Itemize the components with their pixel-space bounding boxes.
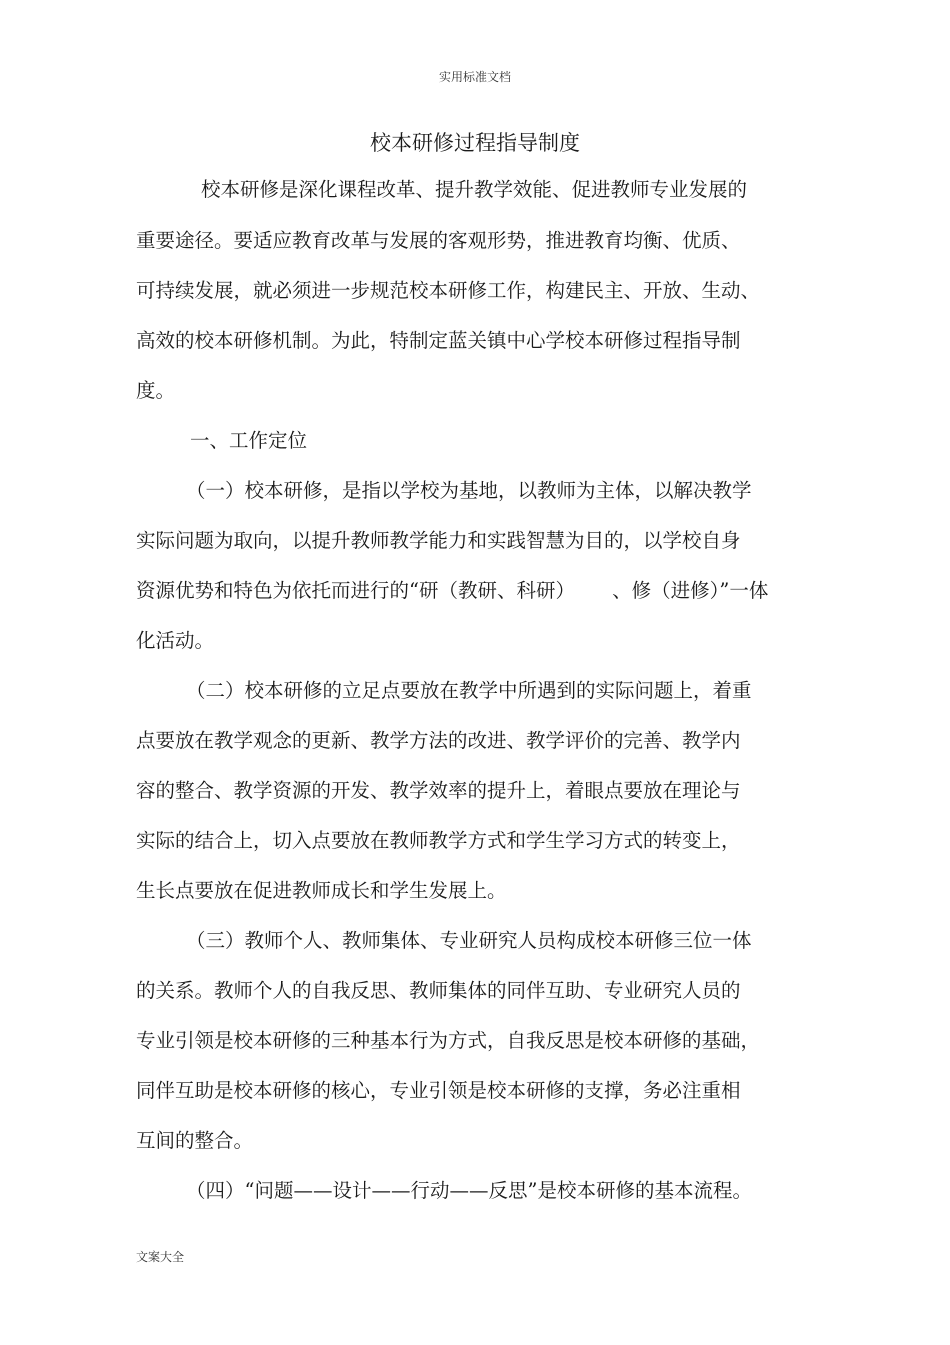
body-line-4: 高效的校本研修机制。为此，特制定蓝关镇中心学校本研修过程指导制 (136, 329, 741, 352)
body-line-11: （二）校本研修的立足点要放在教学中所遇到的实际问题上，着重 (186, 679, 752, 702)
body-line-5: 度。 (136, 379, 176, 402)
body-line-18: 专业引领是校本研修的三种基本行为方式，自我反思是校本研修的基础， (136, 1029, 761, 1052)
page-header: 实用标准文档 (438, 70, 511, 84)
body-line-13: 容的整合、教学资源的开发、教学效率的提升上，着眼点要放在理论与 (136, 779, 741, 802)
body-line-3: 可持续发展，就必须进一步规范校本研修工作，构建民主、开放、生动、 (136, 279, 761, 302)
body-line-8: 实际问题为取向，以提升教师教学能力和实践智慧为目的，以学校自身 (136, 529, 741, 552)
body-line-16: （三）教师个人、教师集体、专业研究人员构成校本研修三位一体 (186, 929, 752, 952)
section-heading-1: 一、工作定位 (190, 429, 308, 452)
body-line-1: 校本研修是深化课程改革、提升教学效能、促进教师专业发展的 (201, 178, 748, 201)
body-line-15: 生长点要放在促进教师成长和学生发展上。 (136, 879, 507, 902)
body-line-19: 同伴互助是校本研修的核心，专业引领是校本研修的支撑，务必注重相 (136, 1079, 741, 1102)
body-line-9: 资源优势和特色为依托而进行的“研（教研、科研） 、修（进修）”一体 (136, 579, 769, 602)
page-footer: 文案大全 (136, 1250, 185, 1264)
body-line-14: 实际的结合上，切入点要放在教师教学方式和学生学习方式的转变上， (136, 829, 741, 852)
body-line-2: 重要途径。要适应教育改革与发展的客观形势，推进教育均衡、优质、 (136, 229, 741, 252)
body-line-7: （一）校本研修，是指以学校为基地，以教师为主体，以解决教学 (186, 479, 752, 502)
body-line-10: 化活动。 (136, 629, 215, 652)
body-line-21: （四）“问题——设计——行动——反思”是校本研修的基本流程。 (186, 1179, 752, 1202)
document-title: 校本研修过程指导制度 (370, 131, 580, 155)
body-line-17: 的关系。教师个人的自我反思、教师集体的同伴互助、专业研究人员的 (136, 979, 741, 1002)
body-line-20: 互间的整合。 (136, 1129, 254, 1152)
body-line-12: 点要放在教学观念的更新、教学方法的改进、教学评价的完善、教学内 (136, 729, 741, 752)
